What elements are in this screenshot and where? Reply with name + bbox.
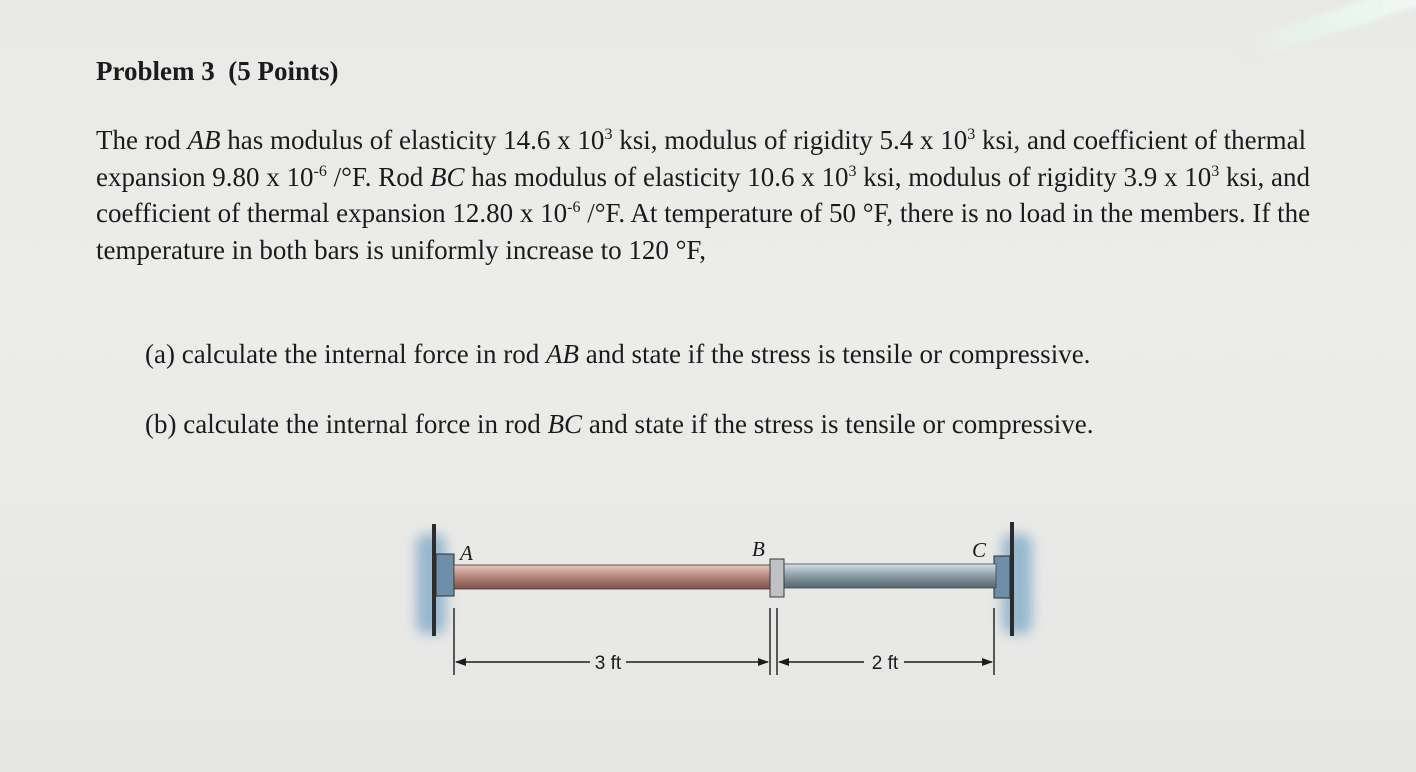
left-wall — [432, 524, 436, 636]
rod-diagram — [404, 512, 1054, 692]
rod-ab — [454, 565, 770, 589]
label-c: C — [972, 538, 987, 562]
screen-glare — [1237, 0, 1416, 62]
question-part-b: (b) calculate the internal force in rod BC and state if the stress is tensile or compressive. — [145, 409, 1094, 439]
joint-b — [770, 559, 784, 597]
label-a: A — [460, 541, 473, 565]
arrow-ab-left — [455, 658, 466, 666]
arrow-ab-right — [758, 658, 769, 666]
question-part-a: (a) calculate the internal force in rod AB and state if the stress is tensile or compressive. — [145, 339, 1091, 369]
right-support-block — [994, 556, 1010, 598]
right-wall — [1010, 522, 1014, 636]
rod-ab-label: AB — [187, 125, 221, 155]
dim-label-ab: 3 ft — [594, 653, 622, 674]
dim-label-bc: 2 ft — [871, 653, 899, 674]
rod-bc-label: BC — [429, 161, 465, 192]
problem-statement: The rod AB has modulus of elasticity 14.6 x $10^3$ ksi, modulus of rigidity 5.4 x $10^3$ ksi, and coefficient of thermal expansion 9.80 x $10^{-6}$ /°F. Rod BC has modulus of elasticity 10.6 x $10^3$ ksi, modulus of rigidity 3.9 x $10^3$ ksi, and coefficient of thermal expansion 12.80 x $10^{-6}$ /°F. At temperature of 50 °F, there is no load in the members. If the temperature in both bars is uniformly increase to 120 °F, — [96, 125, 1311, 265]
arrow-bc-right — [982, 658, 993, 666]
arrow-bc-left — [778, 658, 789, 666]
label-b: B — [752, 537, 765, 561]
rod-bc — [784, 564, 996, 588]
problem-title: Problem 3 (5 Points) — [96, 56, 339, 86]
left-support-block — [436, 554, 454, 596]
